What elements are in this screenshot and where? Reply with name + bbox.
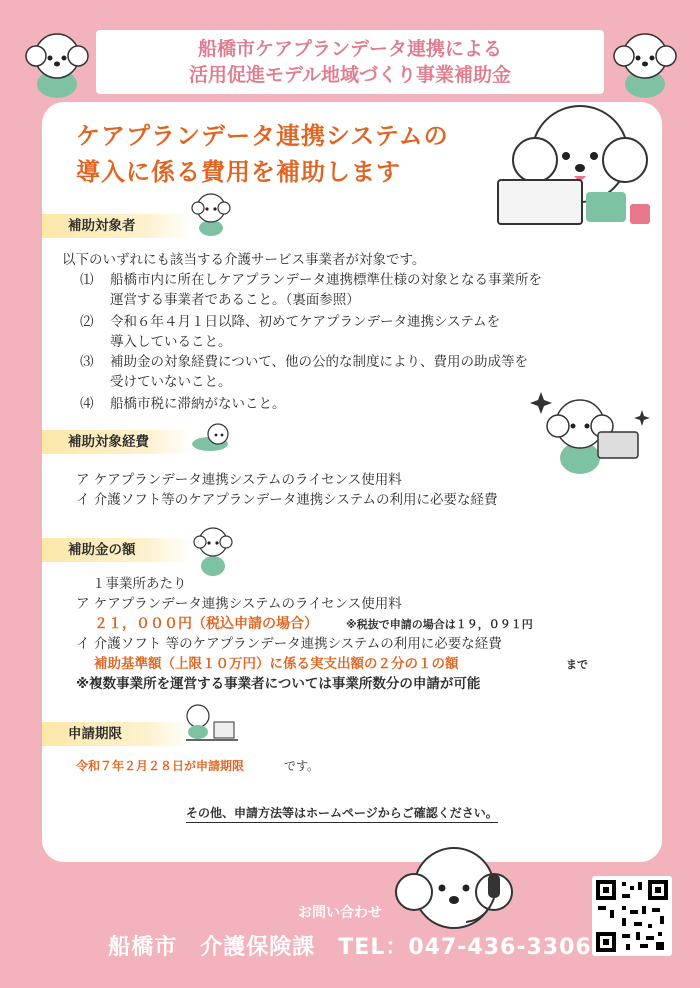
dog-small-icon [186, 186, 236, 236]
deadline-suffix: です。 [284, 759, 320, 773]
expense-line-i: イ 介護ソフト等のケアプランデータ連携システムの利用に必要な経費 [76, 492, 498, 508]
dog-lying-icon [188, 418, 234, 454]
amount-a-label: ア ケアプランデータ連携システムのライセンス使用料 [76, 596, 402, 612]
expense-line-a: ア ケアプランデータ連携システムのライセンス使用料 [76, 472, 402, 488]
dog-laptop-icon [490, 92, 670, 232]
dog-mascot-icon [18, 22, 96, 100]
eligibility-item-3-line2: 受けていないこと。 [110, 374, 232, 390]
amount-a-value: ２１，０００円（税込申請の場合） [94, 616, 318, 632]
dog-desk-icon [178, 700, 240, 746]
eligibility-item-1-line1: 船橋市内に所在しケアプランデータ連携標準仕様の対象となる事業所を [110, 272, 542, 288]
eligibility-item-4-line1: 船橋市税に滞納がないこと。 [110, 396, 286, 412]
eligibility-item-2-line1: 令和６年４月１日以降、初めてケアプランデータ連携システムを [110, 314, 501, 330]
headline-line-2: 導入に係る費用を補助します [76, 158, 401, 186]
dog-mascot-icon [606, 22, 684, 100]
eligibility-intro: 以下のいずれにも該当する介護サービス事業者が対象です。 [62, 252, 426, 268]
contact-info: 船橋市 介護保険課 TEL：047-436-3306 [108, 935, 592, 960]
eligibility-item-3-num: ⑶ [80, 354, 94, 370]
amount-i-value: 補助基準額（上限１０万円）に係る実支出額の２分の１の額 [94, 656, 459, 672]
eligibility-item-2-line2: 導入していること。 [110, 334, 232, 350]
section-label-expenses: 補助対象経費 [42, 430, 192, 454]
header-line-1: 船橋市ケアプランデータ連携による [197, 38, 502, 60]
headline [76, 118, 449, 190]
contact-label: お問い合わせ [298, 905, 382, 921]
eligibility-item-1-num: ⑴ [80, 272, 94, 288]
qr-code-icon[interactable] [592, 876, 672, 956]
eligibility-item-2-num: ⑵ [80, 314, 94, 330]
amount-i-label: イ 介護ソフト 等のケアプランデータ連携システムの利用に必要な経費 [76, 636, 502, 652]
section-label-deadline: 申請期限 [42, 722, 192, 746]
header-line-2: 活用促進モデル地域づくり事業補助金 [188, 64, 512, 86]
amount-per-office: １事業所あたり [92, 576, 187, 592]
eligibility-item-1-line2: 運営する事業者であること。（裏面参照） [110, 292, 360, 308]
section-label-eligibility: 補助対象者 [42, 214, 192, 238]
amount-a-note: ※税抜で申請の場合は１９，０９１円 [346, 618, 533, 631]
dog-laptop-icon [528, 380, 658, 480]
headline-line-1: ケアプランデータ連携システムの [76, 122, 449, 150]
section-label-amount: 補助金の額 [42, 538, 192, 562]
amount-i-suffix: まで [566, 658, 588, 671]
footer-note: その他、申請方法等はホームページからご確認ください。 [186, 804, 498, 823]
amount-multi-office-note: ※複数事業所を運営する事業者については事業所数分の申請が可能 [76, 676, 481, 692]
eligibility-item-3-line1: 補助金の対象経費について、他の公的な制度により、費用の助成等を [110, 354, 528, 370]
dog-standing-icon [190, 522, 236, 580]
eligibility-item-4-num: ⑷ [80, 396, 94, 412]
deadline-text: 令和７年２月２８日が申請期限 [76, 759, 245, 773]
header-banner [96, 30, 604, 94]
